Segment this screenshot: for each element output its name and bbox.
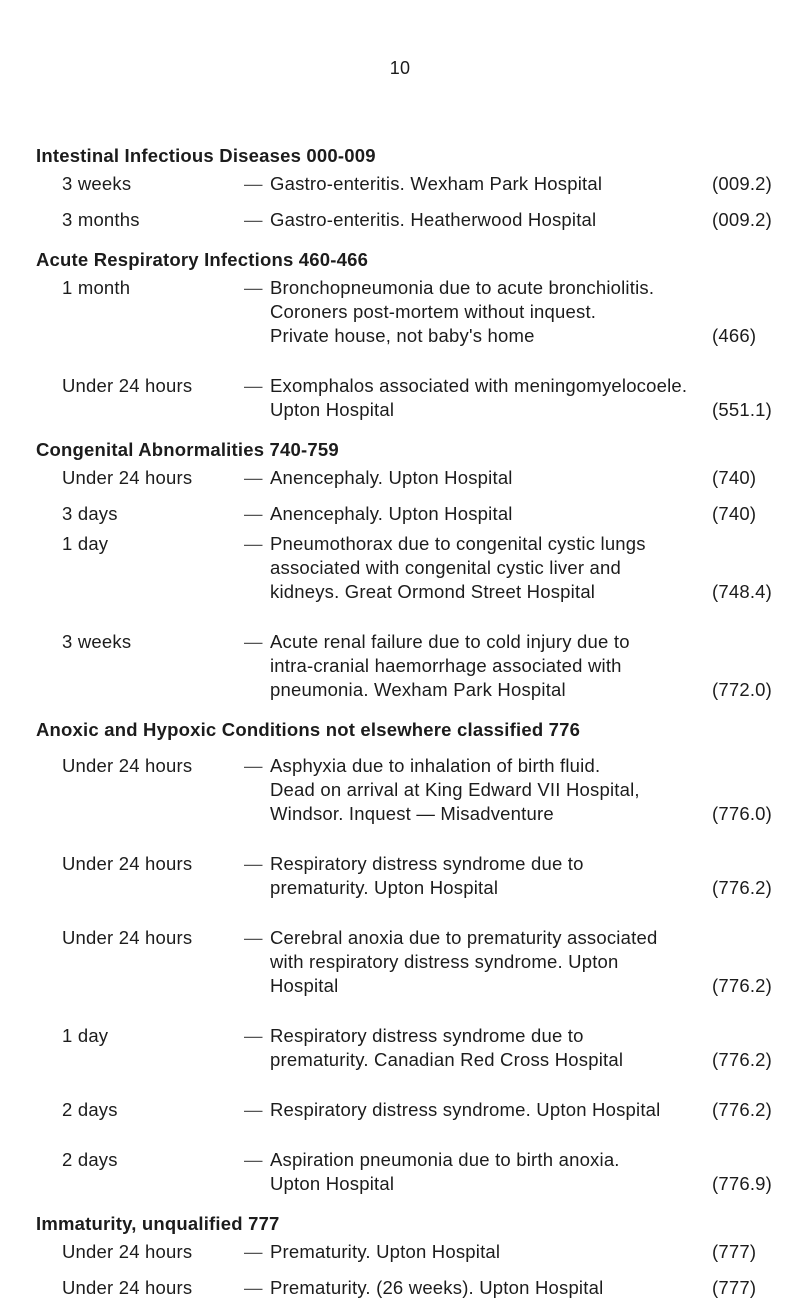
entry-description: Acute renal failure due to cold injury due to intra-cranial haemorrhage associated with pneumonia. Wexham Park Hospital: [270, 631, 630, 700]
entry-dash: —: [244, 631, 263, 652]
entry-code: (748.4): [712, 581, 773, 602]
entry-age: 3 months: [62, 209, 140, 230]
entry-age: 1 day: [62, 533, 109, 554]
entry-description: Respiratory distress syndrome. Upton Hospital: [270, 1099, 661, 1120]
entry-code: (740): [712, 503, 757, 524]
entry-age: Under 24 hours: [62, 755, 193, 776]
entry-age: 2 days: [62, 1149, 118, 1170]
section-heading: Acute Respiratory Infections 460-466: [36, 249, 369, 270]
section-heading: Anoxic and Hypoxic Conditions not elsewhere classified 776: [36, 719, 581, 740]
entry-description: Exomphalos associated with meningomyelocoele. Upton Hospital: [270, 375, 688, 420]
entry-dash: —: [244, 173, 263, 194]
entry-dash: —: [244, 927, 263, 948]
list-item: [62, 754, 776, 826]
entry-dash: —: [244, 755, 263, 776]
list-item: [62, 926, 776, 998]
entry-code: (776.2): [712, 877, 773, 898]
entry-description: Anencephaly. Upton Hospital: [270, 503, 513, 524]
list-item: [62, 466, 776, 490]
list-item: [62, 374, 776, 422]
list-item: [62, 1240, 776, 1264]
entry-code: (777): [712, 1277, 757, 1298]
entry-age: 2 days: [62, 1099, 118, 1120]
entry-age: 1 day: [62, 1025, 109, 1046]
entry-dash: —: [244, 533, 263, 554]
entry-dash: —: [244, 1277, 263, 1298]
entry-description: Cerebral anoxia due to prematurity associated with respiratory distress syndrome. Upton Hospital: [270, 927, 658, 996]
entry-age: Under 24 hours: [62, 927, 193, 948]
entry-description: Aspiration pneumonia due to birth anoxia. Upton Hospital: [270, 1149, 620, 1194]
entry-age: 3 weeks: [62, 631, 132, 652]
entry-dash: —: [244, 503, 263, 524]
entry-dash: —: [244, 375, 263, 396]
entry-description: Bronchopneumonia due to acute bronchiolitis. Coroners post-mortem without inquest. Private house, not baby's home: [270, 277, 655, 346]
entry-description: Respiratory distress syndrome due to prematurity. Upton Hospital: [270, 853, 584, 898]
entry-code: (466): [712, 325, 757, 346]
list-item: [62, 532, 776, 604]
entry-age: Under 24 hours: [62, 853, 193, 874]
list-item: [62, 1098, 776, 1122]
entry-dash: —: [244, 277, 263, 298]
entry-dash: —: [244, 1099, 263, 1120]
entry-age: Under 24 hours: [62, 375, 193, 396]
list-item: [62, 1024, 776, 1072]
entry-code: (777): [712, 1241, 757, 1262]
entry-age: Under 24 hours: [62, 1277, 193, 1298]
entry-description: Gastro-enteritis. Wexham Park Hospital: [270, 173, 603, 194]
page-number: 10: [389, 58, 411, 78]
entry-code: (776.2): [712, 975, 773, 996]
entry-description: Prematurity. (26 weeks). Upton Hospital: [270, 1277, 604, 1298]
section-heading: Intestinal Infectious Diseases 000-009: [36, 145, 376, 166]
entry-description: Asphyxia due to inhalation of birth fluid. Dead on arrival at King Edward VII Hospital, Windsor. Inquest — Misadventure: [270, 755, 640, 824]
entry-code: (776.9): [712, 1173, 773, 1194]
list-item: [62, 1276, 776, 1300]
entry-description: Prematurity. Upton Hospital: [270, 1241, 501, 1262]
entry-code: (772.0): [712, 679, 773, 700]
list-item: [62, 172, 776, 196]
entry-age: Under 24 hours: [62, 467, 193, 488]
list-item: [62, 630, 776, 702]
entry-dash: —: [244, 1025, 263, 1046]
entry-code: (740): [712, 467, 757, 488]
entry-description: Gastro-enteritis. Heatherwood Hospital: [270, 209, 597, 230]
entry-dash: —: [244, 209, 263, 230]
entry-age: 3 days: [62, 503, 118, 524]
entry-age: Under 24 hours: [62, 1241, 193, 1262]
entry-dash: —: [244, 853, 263, 874]
entry-dash: —: [244, 467, 263, 488]
list-item: [62, 208, 776, 232]
entry-description: Respiratory distress syndrome due to prematurity. Canadian Red Cross Hospital: [270, 1025, 624, 1070]
list-item: [62, 276, 776, 348]
entry-code: (776.2): [712, 1099, 773, 1120]
entry-code: (776.0): [712, 803, 773, 824]
list-item: [62, 1148, 776, 1196]
list-item: [62, 502, 776, 526]
entry-description: Pneumothorax due to congenital cystic lungs associated with congenital cystic liver and kidneys. Great Ormond Street Hospital: [270, 533, 646, 602]
document-body: [36, 140, 776, 1300]
list-item: [62, 852, 776, 900]
entry-dash: —: [244, 1149, 263, 1170]
entry-age: 3 weeks: [62, 173, 132, 194]
entry-code: (776.2): [712, 1049, 773, 1070]
entry-code: (009.2): [712, 173, 773, 194]
entry-description: Anencephaly. Upton Hospital: [270, 467, 513, 488]
section-heading: Immaturity, unqualified 777: [36, 1213, 280, 1234]
entry-code: (551.1): [712, 399, 773, 420]
entry-code: (009.2): [712, 209, 773, 230]
entry-age: 1 month: [62, 277, 131, 298]
section-heading: Congenital Abnormalities 740-759: [36, 439, 339, 460]
entry-dash: —: [244, 1241, 263, 1262]
